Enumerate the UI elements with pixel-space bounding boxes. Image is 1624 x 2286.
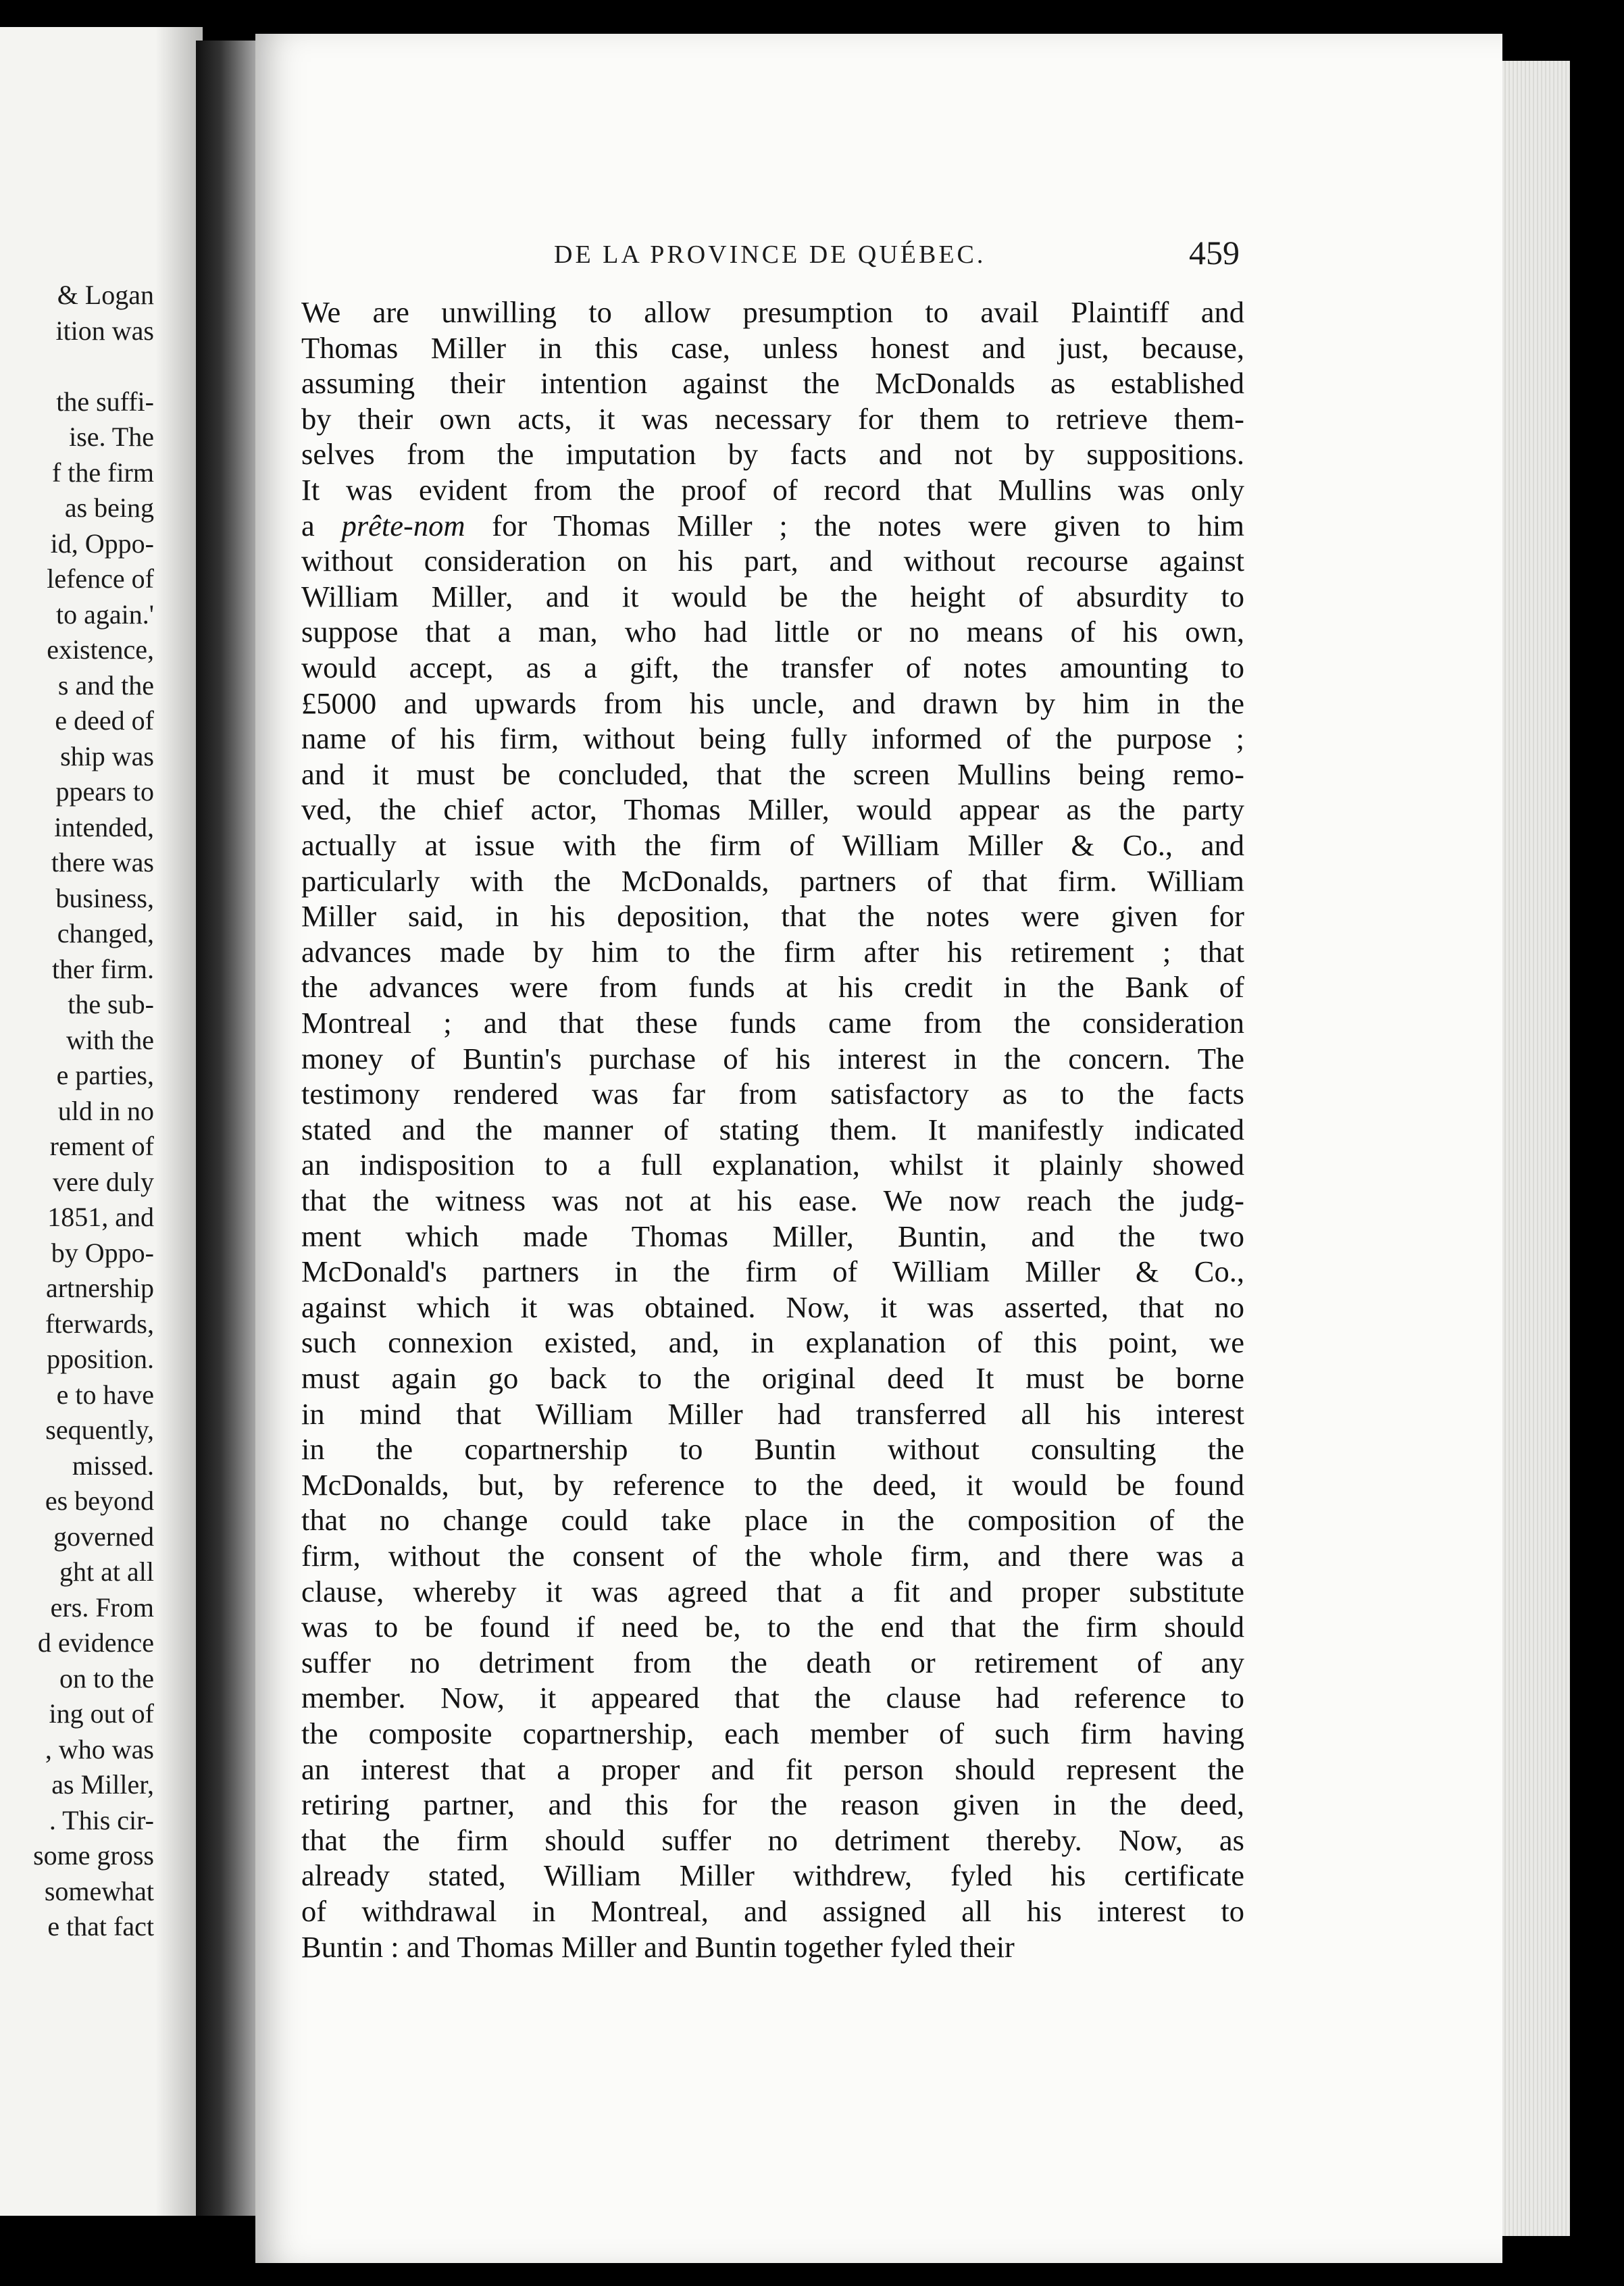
text-line: Miller said, in his deposition, that the notes were given for xyxy=(301,899,1244,934)
text-line: retiring partner, and this for the reason given in the deed, xyxy=(301,1787,1244,1822)
left-page-line: as Miller, xyxy=(51,1769,154,1800)
text-line: name of his firm, without being fully informed of the purpose ; xyxy=(301,721,1244,756)
left-page-line: e to have xyxy=(56,1379,154,1410)
left-page-line: lefence of xyxy=(47,563,154,594)
left-page-line: somewhat xyxy=(44,1875,154,1906)
left-page-line: f the firm xyxy=(51,457,154,488)
left-page-line: pposition. xyxy=(47,1344,154,1374)
left-page-line: uld in no xyxy=(57,1095,154,1126)
left-page-line: ship was xyxy=(60,740,154,771)
text-line: an indisposition to a full explanation, whilst it plainly showed xyxy=(301,1148,1244,1182)
text-line: an interest that a proper and fit person should represent the xyxy=(301,1752,1244,1786)
text-line: in mind that William Miller had transferred all his interest xyxy=(301,1396,1244,1431)
left-page-line: rement of xyxy=(49,1131,154,1161)
text-line: already stated, William Miller withdrew, fyled his certificate xyxy=(301,1858,1244,1893)
text-line: was to be found if need be, to the end that the firm should xyxy=(301,1610,1244,1644)
left-page-line: es beyond xyxy=(45,1485,154,1516)
text-line: stated and the manner of stating them. It manifestly indicated xyxy=(301,1112,1244,1146)
text-line: that the witness was not at his ease. We now reach the judg- xyxy=(301,1184,1244,1217)
page-edges xyxy=(1502,61,1570,2236)
text-line: against which it was obtained. Now, it was asserted, that no xyxy=(301,1290,1244,1324)
left-page-line: & Logan xyxy=(57,280,154,310)
text-line: ment which made Thomas Miller, Buntin, and the two xyxy=(301,1219,1244,1253)
text-line: William Miller, and it would be the height of absurdity to xyxy=(301,579,1244,613)
left-page-line: with the xyxy=(66,1024,154,1055)
left-page-line: as being xyxy=(64,492,154,523)
left-page-line: some gross xyxy=(33,1840,154,1871)
text-line: clause, whereby it was agreed that a fit and proper substitute xyxy=(301,1574,1244,1608)
left-page-line: artnership xyxy=(46,1273,154,1303)
left-page-line: to again.' xyxy=(56,599,154,630)
text-line: of withdrawal in Montreal, and assigned all his interest to xyxy=(301,1894,1244,1928)
text-line: that no change could take place in the composition of the xyxy=(301,1503,1244,1538)
left-page-line: sequently, xyxy=(45,1415,154,1445)
left-page-line: s and the xyxy=(57,669,154,701)
left-page-line: ers. From xyxy=(50,1592,154,1623)
left-page-line: ing out of xyxy=(49,1698,154,1729)
text-line: and it must be concluded, that the screen Mullins being remo- xyxy=(301,757,1244,791)
left-page-line: . This cir- xyxy=(49,1804,154,1835)
left-page-line: id, Oppo- xyxy=(50,528,154,559)
left-page-line: , who was xyxy=(45,1733,154,1764)
left-page-line: the suffi- xyxy=(56,386,154,417)
left-page-line: 1851, and xyxy=(47,1202,154,1232)
left-page-line: e deed of xyxy=(55,705,154,736)
text-line: Thomas Miller in this case, unless honest and just, because, xyxy=(301,330,1244,365)
text-line: Montreal ; and that these funds came from the consideration xyxy=(301,1006,1244,1040)
book-spine xyxy=(196,41,257,2216)
text-line: We are unwilling to allow presumption to avail Plaintiff and xyxy=(301,295,1244,329)
text-line: firm, without the consent of the whole firm, and there was a xyxy=(301,1539,1244,1573)
text-line: suffer no detriment from the death or retirement of any xyxy=(301,1645,1244,1679)
left-page-line: vere duly xyxy=(53,1166,154,1197)
text-line: that the firm should suffer no detriment thereby. Now, as xyxy=(301,1823,1244,1857)
text-line: money of Buntin's purchase of his interest in the concern. The xyxy=(301,1041,1244,1075)
text-line: Buntin : and Thomas Miller and Buntin together fyled their xyxy=(301,1929,1015,1964)
previous-page-fragment xyxy=(0,27,203,2216)
left-page-line: existence, xyxy=(47,634,154,665)
left-page-line: fterwards, xyxy=(45,1308,154,1339)
text-line: such connexion existed, and, in explanation of this point, we xyxy=(301,1325,1244,1360)
text-line: £5000 and upwards from his uncle, and drawn by him in the xyxy=(301,686,1244,720)
text-line: McDonald's partners in the firm of William Miller & Co., xyxy=(301,1254,1244,1289)
left-page-line: intended, xyxy=(54,811,154,842)
left-page-line: ppears to xyxy=(55,776,154,807)
text-line: actually at issue with the firm of William Miller & Co., and xyxy=(301,828,1244,862)
text-line: without consideration on his part, and without recourse against xyxy=(301,544,1244,578)
left-page-line: ition was xyxy=(55,315,154,346)
italic-term: prête-nom xyxy=(341,508,465,542)
left-page-line: ise. The xyxy=(69,422,154,452)
left-page-line: e parties, xyxy=(56,1060,154,1090)
text-line: selves from the imputation by facts and not by suppositions. xyxy=(301,437,1244,472)
text-line: the composite copartnership, each member of such firm having xyxy=(301,1717,1244,1750)
text-line: assuming their intention against the McDonalds as established xyxy=(301,366,1244,401)
left-page-line: changed, xyxy=(57,918,154,948)
text-line: the advances were from funds at his credit in the Bank of xyxy=(301,970,1244,1005)
text-line: by their own acts, it was necessary for them to retrieve them- xyxy=(301,401,1244,436)
page-number: 459 xyxy=(1189,234,1240,272)
running-header: DE LA PROVINCE DE QUÉBEC. xyxy=(554,240,986,269)
left-page-line: governed xyxy=(53,1521,154,1552)
left-page-line: on to the xyxy=(59,1662,154,1694)
left-page-line: by Oppo- xyxy=(51,1237,154,1268)
text-line: suppose that a man, who had little or no means of his own, xyxy=(301,615,1244,649)
text-line: a prête-nom for Thomas Miller ; the notes were given to him xyxy=(301,508,1244,542)
left-page-line: ght at all xyxy=(59,1556,154,1587)
left-page-line: the sub- xyxy=(68,989,154,1019)
text-line: member. Now, it appeared that the clause had reference to xyxy=(301,1681,1244,1715)
left-page-line: business, xyxy=(55,882,154,913)
left-page-line: missed. xyxy=(72,1450,154,1481)
left-page-line: ther firm. xyxy=(51,953,154,984)
text-line: ved, the chief actor, Thomas Miller, would appear as the party xyxy=(301,792,1244,827)
left-page-line: e that fact xyxy=(47,1911,154,1941)
text-line: McDonalds, but, by reference to the deed, it would be found xyxy=(301,1467,1244,1502)
text-line: testimony rendered was far from satisfactory as to the facts xyxy=(301,1077,1244,1111)
left-page-line: d evidence xyxy=(37,1627,154,1658)
text-line: advances made by him to the firm after his retirement ; that xyxy=(301,934,1244,969)
text-line: must again go back to the original deed It must be borne xyxy=(301,1361,1244,1395)
text-line: It was evident from the proof of record that Mullins was only xyxy=(301,473,1244,507)
text-line: particularly with the McDonalds, partners of that firm. William xyxy=(301,863,1244,898)
left-page-line: there was xyxy=(51,847,154,878)
text-line: would accept, as a gift, the transfer of notes amounting to xyxy=(301,651,1244,684)
text-line: in the copartnership to Buntin without consulting the xyxy=(301,1432,1244,1467)
